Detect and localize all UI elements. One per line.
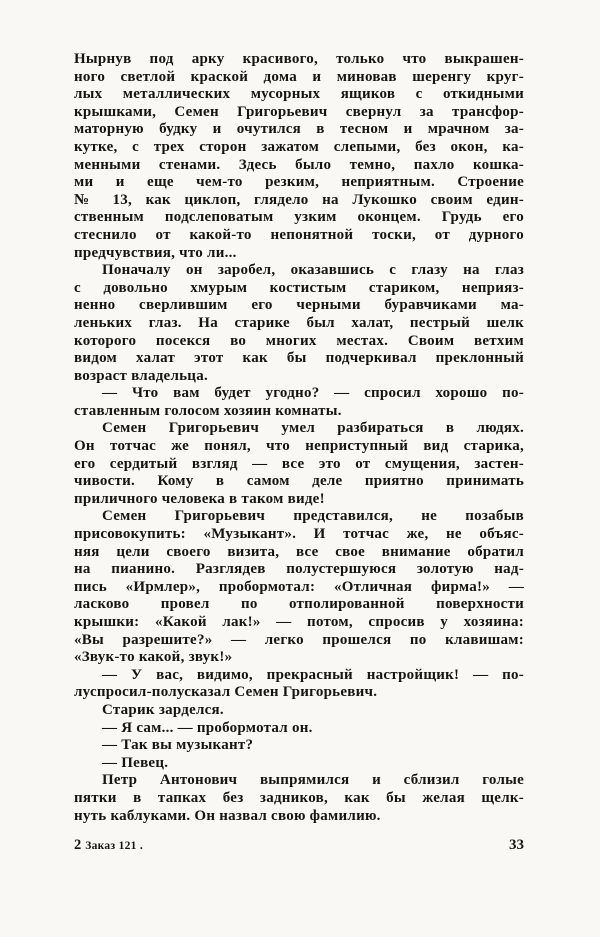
- text-line: пись «Ирмлер», пробормотал: «Отличная фирма!» —: [74, 578, 524, 595]
- paragraph: [74, 772, 524, 825]
- text-line: «Звук-то какой, звук!»: [74, 649, 233, 666]
- order-number: 2: [74, 837, 82, 853]
- text-line: леньких глаз. На старике был халат, пестрый шелк: [74, 314, 524, 331]
- paragraph: [74, 420, 524, 508]
- text-line: Петр Антонович выпрямился и сблизил голые: [102, 772, 524, 789]
- print-order-note: [74, 836, 143, 854]
- text-line: Он тотчас же понял, что неприступный вид старика,: [74, 438, 524, 455]
- text-line: на пианино. Разглядев полустершуюся золотую над-: [74, 561, 524, 578]
- text-line: Семен Григорьевич умел разбираться в людях.: [102, 420, 524, 437]
- text-line: — Что вам будет угодно? — спросил хорошо по-: [102, 385, 524, 402]
- text-line: ненно сверлившим его черными буравчиками ма-: [74, 297, 524, 314]
- text-line: нуть каблуками. Он назвал свою фамилию.: [74, 807, 381, 824]
- text-line: маторную будку и очутился в тесном и мрачном за-: [74, 121, 524, 138]
- paragraph: [74, 667, 524, 702]
- text-line: стеснило от какой-то непонятной тоски, от дурного: [74, 226, 524, 243]
- text-line: Поначалу он заробел, оказавшись с глазу на глаз: [102, 262, 524, 279]
- paragraph: [74, 51, 524, 262]
- paragraph: [74, 385, 524, 420]
- text-line: крышки: «Какой лак!» — потом, спросив у хозяина:: [74, 614, 524, 630]
- paragraph: [74, 702, 524, 720]
- text-line: чивости. Кому в самом деле приятно принимать: [74, 473, 524, 490]
- text-line: видом халат этот как бы подчеркивал преклонный: [74, 350, 524, 367]
- text-line: лых металлических мусорных ящиков с откидными: [74, 86, 524, 103]
- text-line: пятки в тапках без задников, как бы желая щелк-: [74, 789, 524, 806]
- text-line: «Вы разрешите?» — легко прошелся по клавишам:: [74, 631, 524, 648]
- text-line: № 13, как циклоп, глядело на Лукошко своим един-: [74, 191, 524, 208]
- paragraph: [74, 508, 524, 666]
- text-line: — Я сам... — пробормотал он.: [102, 719, 313, 736]
- text-line: ственным подслеповатым узким оконцем. Грудь его: [74, 209, 524, 226]
- text-line: ставленным голосом хозяин комнаты.: [74, 402, 342, 419]
- text-line: ного светлой краской дома и миновав шеренгу круг-: [74, 68, 524, 85]
- text-line: кутке, с трех сторон зажатом слепыми, без окон, ка-: [74, 138, 524, 155]
- text-line: луспросил-полусказал Семен Григорьевич.: [74, 684, 378, 701]
- page-footer: [74, 836, 524, 854]
- text-line: крышками, Семен Григорьевич свернул за трансфор-: [74, 103, 524, 120]
- page-text: [74, 51, 524, 825]
- text-line: — Певец.: [102, 754, 169, 771]
- paragraph: [74, 737, 524, 755]
- text-line: — Так вы музыкант?: [102, 737, 254, 754]
- text-line: Нырнув под арку красивого, только что выкрашен-: [74, 51, 524, 67]
- text-line: которого посекся во многих местах. Своим ветхим: [74, 332, 524, 349]
- text-line: ласково провел по отполированной поверхности: [74, 596, 524, 613]
- text-line: возраст владельца.: [74, 367, 208, 384]
- text-line: ми и еще чем-то резким, неприятным. Строение: [74, 174, 524, 191]
- order-label: Заказ 121 .: [85, 840, 144, 852]
- page-number: 33: [509, 837, 524, 853]
- text-line: Семен Григорьевич представился, не позабыв: [102, 508, 524, 525]
- paragraph: [74, 755, 524, 773]
- paragraph: [74, 262, 524, 385]
- text-line: приличного человека в таком виде!: [74, 490, 325, 507]
- text-line: — У вас, видимо, прекрасный настройщик! — по-: [102, 666, 524, 683]
- text-line: менными стенами. Здесь было темно, пахло кошка-: [74, 156, 524, 173]
- text-line: его сердитый взгляд — все это от смущения, застен-: [74, 455, 524, 472]
- paragraph: [74, 720, 524, 738]
- text-line: с довольно хмурым костистым стариком, неприяз-: [74, 279, 524, 296]
- text-line: присовокупить: «Музыкант». И тотчас же, не объяс-: [74, 526, 524, 543]
- text-line: няя цели своего визита, все свое внимание обратил: [74, 543, 524, 560]
- text-line: предчувствия, что ли...: [74, 244, 237, 261]
- text-line: Старик зарделся.: [102, 701, 224, 718]
